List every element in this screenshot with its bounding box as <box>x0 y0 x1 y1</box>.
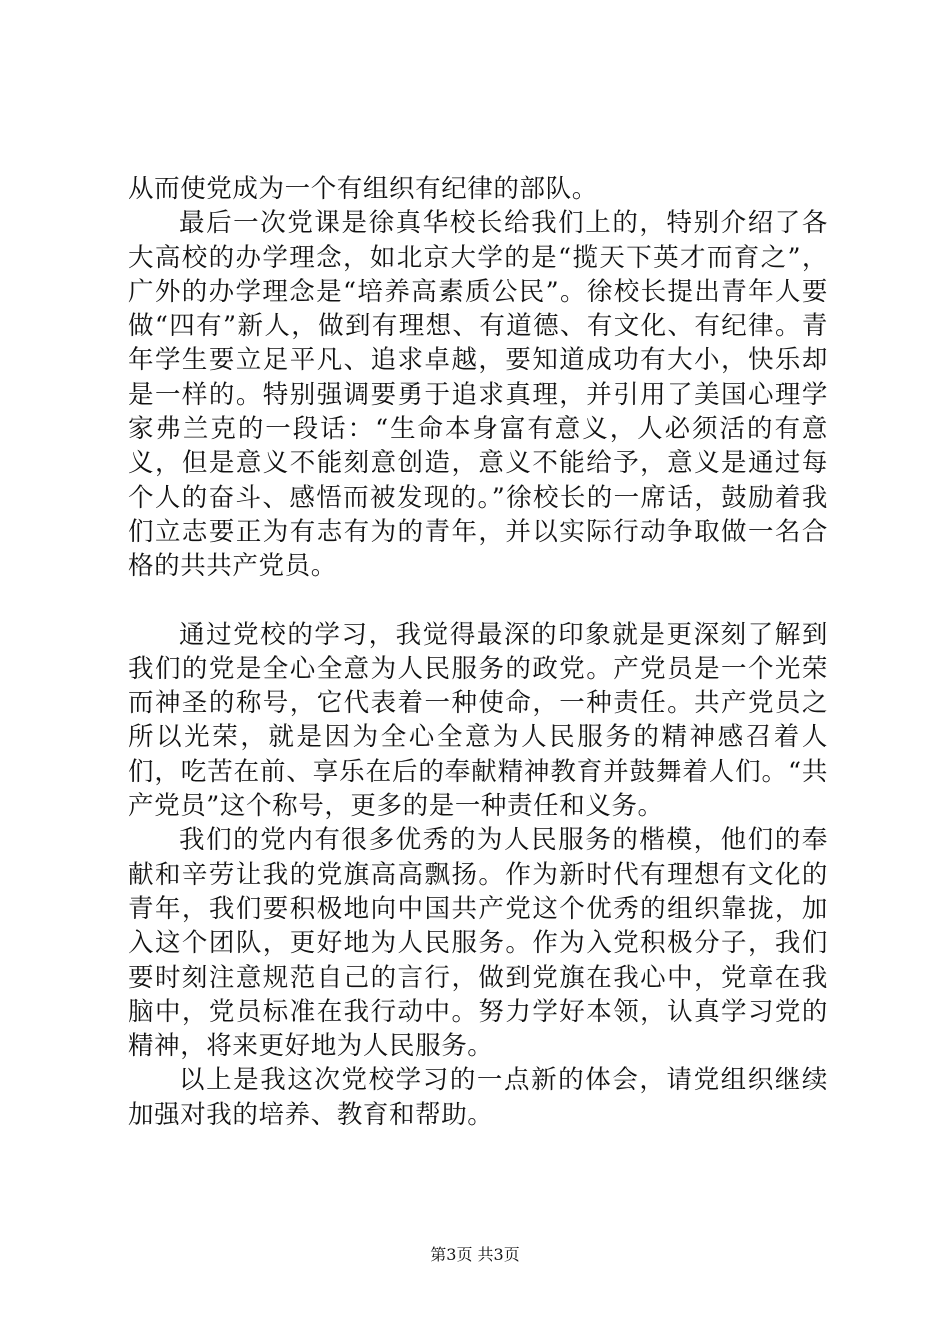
paragraph-party-lecture: 最后一次党课是徐真华校长给我们上的，特别介绍了各大高校的办学理念，如北京大学的是“揽天下英才而育之”，广外的办学理念是“培养高素质公民”。徐校长提出青年人要做“四有”新人，做到有理想、有道德、有文化、有纪律。青年学生要立足平凡、追求卓越，要知道成功有大小，快乐却是一样的。特别强调要勇于追求真理，并引用了美国心理学家弗兰克的一段话：“生命本身富有意义，人必须活的有意义，但是意义不能刻意创造，意义不能给予，意义是通过每个人的奋斗、感悟而被发现的。”徐校长的一席话，鼓励着我们立志要正为有志有为的青年，并以实际行动争取做一名合格的共共产党员。 <box>128 208 828 582</box>
page-number-footer: 第3页 共3页 <box>430 1245 520 1264</box>
document-body <box>128 172 828 1132</box>
paragraph-impression: 通过党校的学习，我觉得最深的印象就是更深刻了解到我们的党是全心全意为人民服务的政党。产党员是一个光荣而神圣的称号，它代表着一种使命，一种责任。共产党员之所以光荣，就是因为全心全意为人民服务的精神感召着人们，吃苦在前、享乐在后的奉献精神教育并鼓舞着人们。“共产党员”这个称号，更多的是一种责任和义务。 <box>128 619 828 822</box>
paragraph-role-models: 我们的党内有很多优秀的为人民服务的楷模，他们的奉献和辛劳让我的党旗高高飘扬。作为新时代有理想有文化的青年，我们要积极地向中国共产党这个优秀的组织靠拢，加入这个团队，更好地为人民服务。作为入党积极分子，我们要时刻注意规范自己的言行，做到党旗在我心中，党章在我脑中，党员标准在我行动中。努力学好本领，认真学习党的精神，将来更好地为人民服务。 <box>128 825 828 1062</box>
paragraph-conclusion: 以上是我这次党校学习的一点新的体会，请党组织继续加强对我的培养、教育和帮助。 <box>128 1065 828 1130</box>
paragraph-continuation: 从而使党成为一个有组织有纪律的部队。 <box>128 174 598 204</box>
